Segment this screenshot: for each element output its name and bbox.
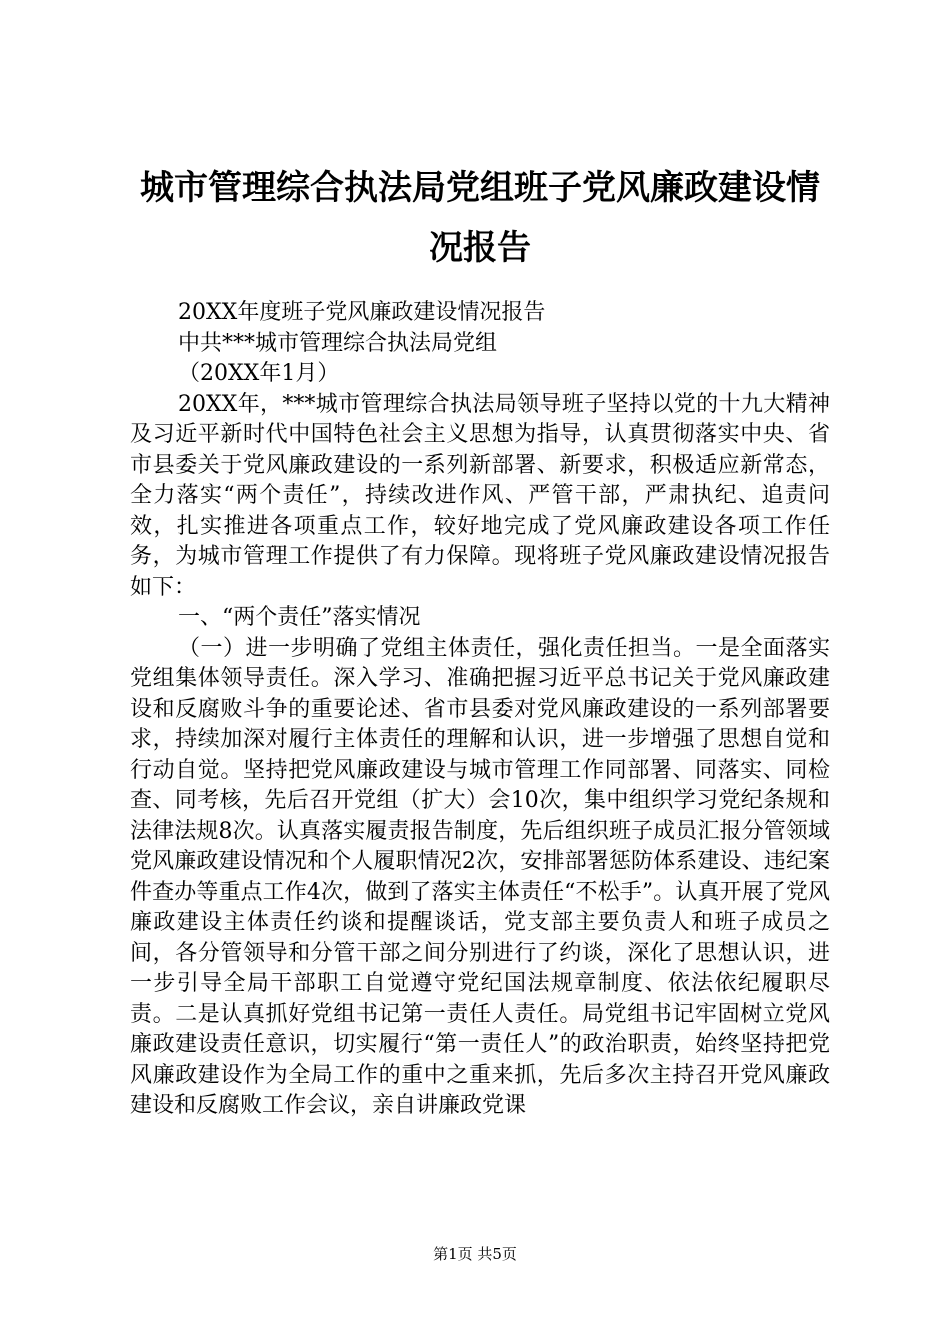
document-title: 城市管理综合执法局党组班子党风廉政建设情况报告 (140, 168, 820, 268)
document-subtitle: 20XX年度班子党风廉政建设情况报告 (178, 300, 546, 325)
section-heading: 一、“两个责任”落实情况 (178, 605, 421, 630)
document-issuer: 中共***城市管理综合执法局党组 (178, 330, 498, 356)
document-body (130, 298, 830, 1122)
page-footer: 第1页 共5页 (433, 1245, 517, 1263)
body-paragraph-section-1: （一）进一步明确了党组主体责任，强化责任担当。一是全面落实党组集体领导责任。深入学习、准确把握习近平总书记关于党风廉政建设和反腐败斗争的重要论述、省市县委对党风廉政建设的一系列部署要求，持续加深对履行主体责任的理解和认识，进一步增强了思想自觉和行动自觉。坚持把党风廉政建设与城市管理工作同部署、同落实、同检查、同考核，先后召开党组（扩大）会10次，集中组织学习党纪条规和法律法规8次。认真落实履责报告制度，先后组织班子成员汇报分管领域党风廉政建设情况和个人履职情况2次，安排部署惩防体系建设、违纪案件查办等重点工作4次，做到了落实主体责任“不松手”。认真开展了党风廉政建设主体责任约谈和提醒谈话，党支部主要负责人和班子成员之间，各分管领导和分管干部之间分别进行了约谈，深化了思想认识，进一步引导全局干部职工自觉遵守党纪国法规章制度、依法依纪履职尽责。二是认真抓好党组书记第一责任人责任。局党组书记牢固树立党风廉政建设责任意识，切实履行“第一责任人”的政治职责，始终坚持把党风廉政建设作为全局工作的重中之重来抓，先后多次主持召开党风廉政建设和反腐败工作会议，亲自讲廉政党课 (130, 635, 830, 1118)
document-date: （20XX年1月） (178, 361, 340, 386)
body-paragraph-intro: 20XX年，***城市管理综合执法局领导班子坚持以党的十九大精神及习近平新时代中国特色社会主义思想为指导，认真贯彻落实中央、省市县委关于党风廉政建设的一系列新部署、新要求，积极适应新常态，全力落实“两个责任”，持续改进作风、严管干部，严肃执纪、追责问效，扎实推进各项重点工作，较好地完成了党风廉政建设各项工作任务，为城市管理工作提供了有力保障。现将班子党风廉政建设情况报告如下： (130, 391, 830, 600)
